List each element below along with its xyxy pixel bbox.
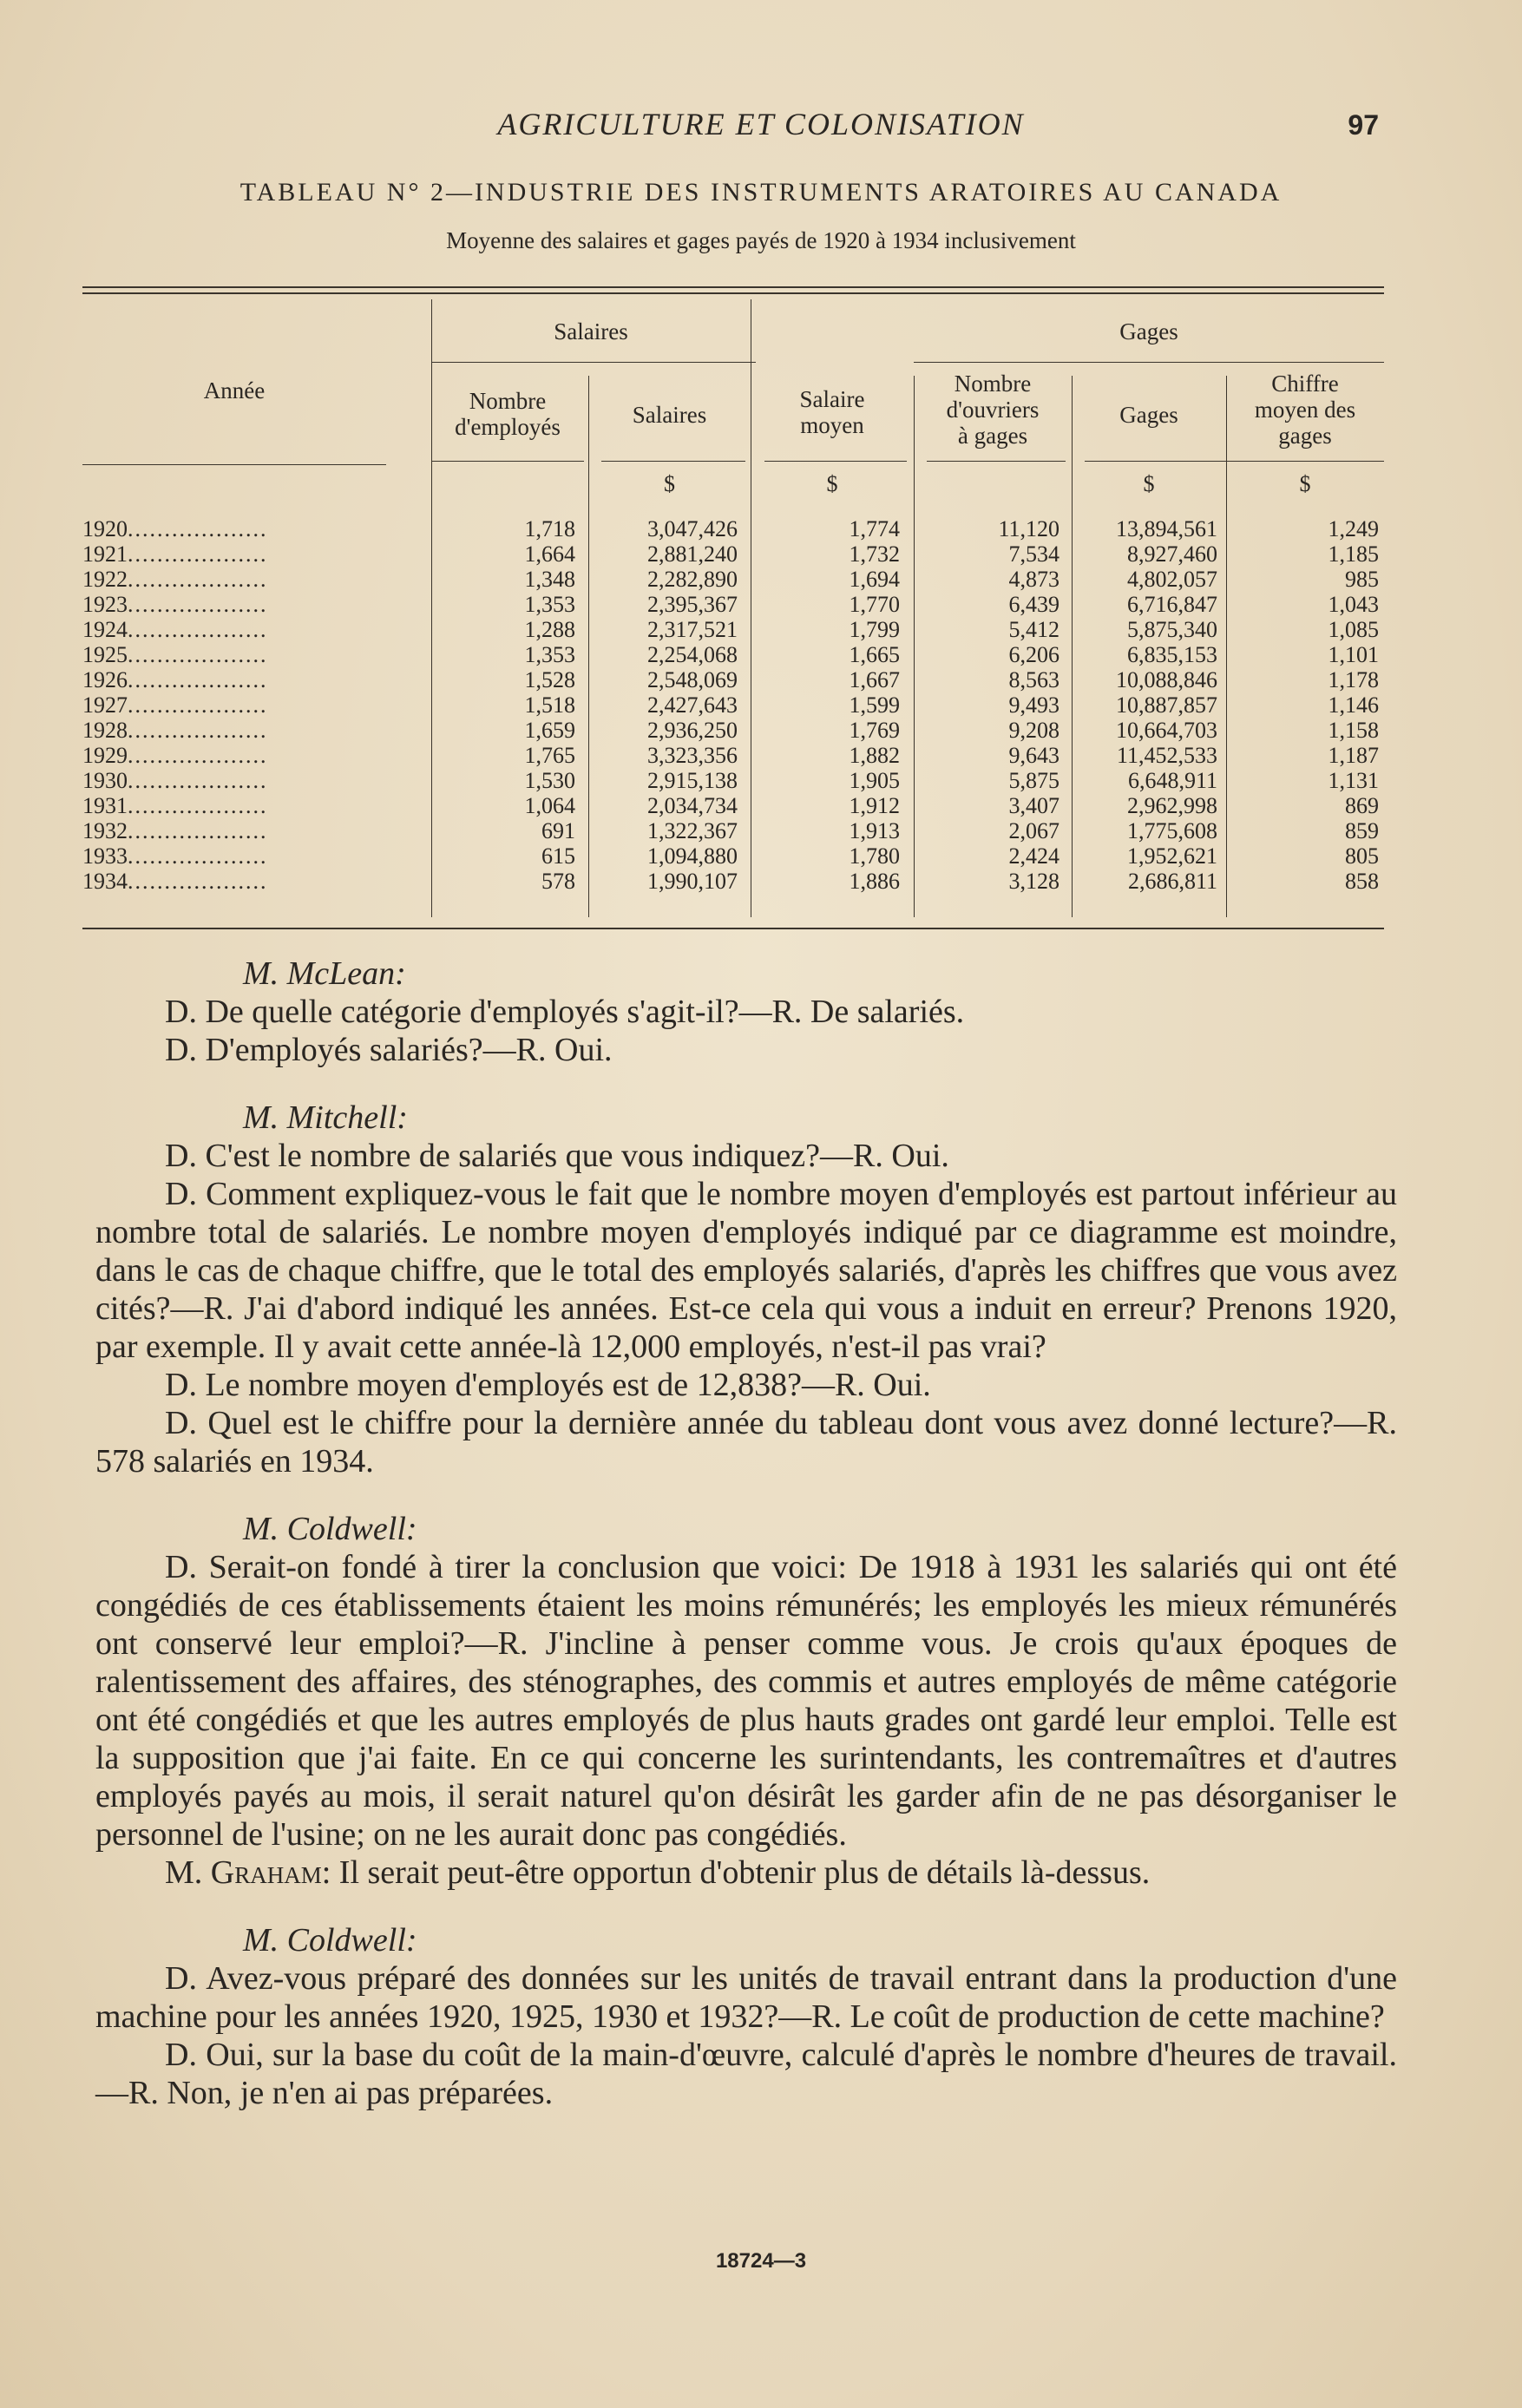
table-row-year: [82, 692, 425, 718]
table-cell-chiffre-moyen: 1,146: [1328, 692, 1379, 718]
table-cell-salaire-moyen: 1,599: [849, 692, 900, 718]
year-label: 1922: [82, 567, 128, 592]
year-label: 1920: [82, 516, 128, 541]
table-cell-chiffre-moyen: 1,043: [1328, 592, 1379, 617]
table-row-year: [82, 743, 425, 768]
table-row-year: [82, 592, 425, 617]
unit-symbol: $: [826, 471, 838, 496]
header-rule: [601, 461, 745, 462]
year-label: 1928: [82, 718, 128, 743]
column-annee: [82, 516, 425, 894]
leader-dots: ...................: [128, 768, 268, 793]
year-label: 1921: [82, 541, 128, 567]
table-cell-nombre-ouvriers: 4,873: [1008, 567, 1059, 592]
paragraph: D. C'est le nombre de salariés que vous indiquez?—R. Oui.: [165, 1138, 949, 1174]
paragraph: [95, 1854, 1397, 1892]
table-cell-gages: 6,835,153: [1127, 642, 1217, 667]
table-cell-nombre-employes: 1,528: [524, 667, 575, 692]
year-label: 1934: [82, 869, 128, 894]
year-label: 1930: [82, 768, 128, 793]
table-cell-nombre-employes: 1,348: [524, 567, 575, 592]
header-nombre-employes: [431, 388, 584, 440]
table-cell-salaire-moyen: 1,732: [849, 541, 900, 567]
table-cell-chiffre-moyen: 985: [1345, 567, 1379, 592]
paragraph: D. De quelle catégorie d'employés s'agit-il?—R. De salariés.: [165, 994, 965, 1030]
unit-symbol: $: [1299, 471, 1311, 496]
table-row-year: [82, 667, 425, 692]
table-cell-salaires: 2,395,367: [647, 592, 738, 617]
table-row-year: [82, 567, 425, 592]
year-label: 1925: [82, 642, 128, 667]
table-cell-chiffre-moyen: 1,158: [1328, 718, 1379, 743]
table-cell-salaires: 2,936,250: [647, 718, 738, 743]
header-rule: [1085, 461, 1234, 462]
header-line: à gages: [957, 423, 1028, 449]
column-chiffre-moyen: [1226, 516, 1379, 894]
table-cell-gages: 10,664,703: [1116, 718, 1217, 743]
table-cell-nombre-employes: 1,664: [524, 541, 575, 567]
table-row-year: [82, 718, 425, 743]
table-cell-gages: 10,887,857: [1116, 692, 1217, 718]
running-head: [0, 106, 1522, 148]
table-cell-gages: 6,716,847: [1127, 592, 1217, 617]
header-line: Chiffre: [1271, 371, 1339, 397]
year-label: 1927: [82, 692, 128, 718]
table-cell-salaire-moyen: 1,770: [849, 592, 900, 617]
table-cell-gages: 13,894,561: [1116, 516, 1217, 541]
leader-dots: ...................: [128, 793, 268, 818]
paragraph-text: : Il serait peut-être opportun d'obtenir plus de détails là-dessus.: [321, 1854, 1151, 1891]
table-cell-chiffre-moyen: 1,178: [1328, 667, 1379, 692]
table-row-year: [82, 617, 425, 642]
header-salaire-moyen: [751, 386, 914, 438]
table-row-year: [82, 768, 425, 793]
table-cell-nombre-employes: 1,530: [524, 768, 575, 793]
leader-dots: ...................: [128, 541, 268, 567]
table-cell-nombre-employes: 1,353: [524, 642, 575, 667]
speaker-label: M. Coldwell:: [243, 1511, 417, 1547]
leader-dots: ...................: [128, 667, 268, 692]
column-salaire-moyen: [751, 516, 900, 894]
table-cell-chiffre-moyen: 859: [1345, 818, 1379, 843]
speaker-label: M. Coldwell:: [243, 1922, 417, 1959]
paragraph: D. Le nombre moyen d'employés est de 12,838?—R. Oui.: [165, 1367, 931, 1403]
table-cell-nombre-ouvriers: 6,206: [1008, 642, 1059, 667]
table-cell-gages: 5,875,340: [1127, 617, 1217, 642]
header-rule: [1230, 461, 1384, 462]
table-cell-nombre-employes: 1,288: [524, 617, 575, 642]
table-cell-nombre-ouvriers: 8,563: [1008, 667, 1059, 692]
leader-dots: ...................: [128, 818, 268, 843]
table-cell-nombre-ouvriers: 9,208: [1008, 718, 1059, 743]
table-cell-salaires: 2,254,068: [647, 642, 738, 667]
table-cell-salaires: 2,915,138: [647, 768, 738, 793]
table-cell-salaire-moyen: 1,665: [849, 642, 900, 667]
leader-dots: ...................: [128, 692, 268, 718]
table-cell-gages: 11,452,533: [1116, 743, 1217, 768]
paragraph: D. D'employés salariés?—R. Oui.: [165, 1032, 613, 1068]
column-nombre-ouvriers: [914, 516, 1059, 894]
table-top-rule: [82, 286, 1384, 288]
table-cell-gages: 6,648,911: [1127, 768, 1217, 793]
column-gages: [1072, 516, 1217, 894]
table-row-year: [82, 793, 425, 818]
table-cell-salaire-moyen: 1,769: [849, 718, 900, 743]
table-cell-nombre-employes: 1,518: [524, 692, 575, 718]
table-cell-salaires: 2,881,240: [647, 541, 738, 567]
header-gages: Gages: [1119, 402, 1178, 428]
table-cell-salaire-moyen: 1,774: [849, 516, 900, 541]
table-row-year: [82, 843, 425, 869]
table-cell-salaire-moyen: 1,882: [849, 743, 900, 768]
table-cell-gages: 2,686,811: [1127, 869, 1217, 894]
table-cell-nombre-ouvriers: 3,128: [1008, 869, 1059, 894]
wages-table: [82, 282, 1384, 933]
year-label: 1933: [82, 843, 128, 869]
table-cell-salaire-moyen: 1,799: [849, 617, 900, 642]
table-cell-chiffre-moyen: 869: [1345, 793, 1379, 818]
speaker-label: M. McLean:: [243, 955, 406, 992]
year-label: 1929: [82, 743, 128, 768]
table-cell-salaires: 1,990,107: [647, 869, 738, 894]
table-cell-gages: 1,952,621: [1127, 843, 1217, 869]
table-cell-salaires: 2,034,734: [647, 793, 738, 818]
header-rule: [431, 461, 584, 462]
table-cell-nombre-ouvriers: 2,424: [1008, 843, 1059, 869]
header-line: Nombre: [469, 388, 547, 414]
table-cell-salaires: 3,047,426: [647, 516, 738, 541]
table-cell-nombre-employes: 1,659: [524, 718, 575, 743]
table-cell-chiffre-moyen: 1,085: [1328, 617, 1379, 642]
table-cell-nombre-employes: 1,353: [524, 592, 575, 617]
table-cell-chiffre-moyen: 805: [1345, 843, 1379, 869]
table-cell-salaire-moyen: 1,905: [849, 768, 900, 793]
table-row-year: [82, 541, 425, 567]
page-number: 97: [1348, 109, 1379, 141]
running-title: AGRICULTURE ET COLONISATION: [497, 107, 1025, 141]
table-title: TABLEAU N° 2—INDUSTRIE DES INSTRUMENTS ARATOIRES AU CANADA: [239, 178, 1283, 207]
table-cell-salaire-moyen: 1,694: [849, 567, 900, 592]
table-cell-salaire-moyen: 1,667: [849, 667, 900, 692]
table-subtitle: Moyenne des salaires et gages payés de 1920 à 1934 inclusivement: [446, 227, 1076, 253]
leader-dots: ...................: [128, 743, 268, 768]
table-cell-nombre-ouvriers: 7,534: [1008, 541, 1059, 567]
header-line: gages: [1278, 423, 1332, 449]
unit-symbol: $: [664, 471, 675, 496]
table-cell-nombre-employes: 578: [541, 869, 575, 894]
table-row-year: [82, 642, 425, 667]
leader-dots: ...................: [128, 869, 268, 894]
leader-dots: ...................: [128, 592, 268, 617]
year-label: 1931: [82, 793, 128, 818]
year-label: 1923: [82, 592, 128, 617]
paragraph: D. Avez-vous préparé des données sur les unités de travail entrant dans la production d'une machine pour les années 1920, 1925, 1930 et 1932?—R. Le coût de production de cette machine?: [95, 1960, 1397, 2035]
table-cell-nombre-ouvriers: 11,120: [998, 516, 1059, 541]
group-header-gages: Gages: [1119, 318, 1178, 344]
table-row-year: [82, 818, 425, 843]
table-cell-nombre-ouvriers: 5,875: [1008, 768, 1059, 793]
paragraph: D. Oui, sur la base du coût de la main-d'œuvre, calculé d'après le nombre d'heures de travail.—R. Non, je n'en ai pas préparées.: [95, 2037, 1397, 2111]
year-label: 1924: [82, 617, 128, 642]
leader-dots: ...................: [128, 516, 268, 541]
table-cell-nombre-employes: 1,765: [524, 743, 575, 768]
leader-dots: ...................: [128, 567, 268, 592]
table-cell-gages: 8,927,460: [1127, 541, 1217, 567]
unit-symbol: $: [1143, 471, 1155, 496]
group-header-salaires: Salaires: [554, 318, 628, 344]
table-bottom-rule: [82, 928, 1384, 929]
header-chiffre-moyen: [1226, 371, 1384, 449]
paragraph: D. Comment expliquez-vous le fait que le nombre moyen d'employés est partout inférieur au nombre total de salariés. Le nombre moyen d'employés indiqué par ce diagramme est moindre, dans le cas de chaque chiffre, que le total des employés salariés, d'après les chiffres que vous avez cités?—R. J'ai d'abord indiqué les années. Est-ce cela qui vous a induit en erreur? Prenons 1920, par exemple. Il y avait cette année-là 12,000 employés, n'est-il pas vrai?: [95, 1176, 1397, 1365]
header-line: moyen des: [1254, 397, 1356, 423]
table-cell-salaires: 3,323,356: [647, 743, 738, 768]
table-cell-nombre-employes: 1,718: [524, 516, 575, 541]
table-cell-salaire-moyen: 1,780: [849, 843, 900, 869]
table-cell-salaires: 2,548,069: [647, 667, 738, 692]
table-cell-nombre-ouvriers: 9,493: [1008, 692, 1059, 718]
header-salaires: Salaires: [632, 402, 707, 428]
header-rule: [764, 461, 907, 462]
table-cell-salaire-moyen: 1,912: [849, 793, 900, 818]
table-cell-nombre-ouvriers: 5,412: [1008, 617, 1059, 642]
header-line: d'employés: [455, 414, 561, 440]
header-line: moyen: [800, 412, 864, 438]
table-cell-nombre-employes: 1,064: [524, 793, 575, 818]
header-line: d'ouvriers: [946, 397, 1040, 423]
paragraph: D. Serait-on fondé à tirer la conclusion que voici: De 1918 à 1931 les salariés qui ont été congédiés de ces établissements étaient les moins rémunérés; les employés les mieux rémunérés ont conservé leur emploi?—R. J'incline à penser comme vous. Je crois qu'aux époques de ralentissement des affaires, des sténographes, des commis et autres employés de même catégorie ont été congédiés et que les autres employés de plus hauts grades ont gardé leur emploi. Telle est la supposition que j'ai faite. En ce qui concerne les surintendants, les contremaîtres et d'autres employés payés au mois, il serait naturel qu'on désirât les garder afin de ne pas désorganiser le personnel de l'usine; on ne les aurait donc pas congédiés.: [95, 1549, 1397, 1853]
table-cell-chiffre-moyen: 1,131: [1328, 768, 1379, 793]
table-cell-chiffre-moyen: 1,185: [1328, 541, 1379, 567]
header-line: Nombre: [954, 371, 1032, 397]
speaker-label: M. Mitchell:: [243, 1099, 408, 1136]
table-cell-gages: 2,962,998: [1127, 793, 1217, 818]
leader-dots: ...................: [128, 718, 268, 743]
table-cell-nombre-employes: 615: [541, 843, 575, 869]
group-rule: [588, 362, 756, 363]
table-top-rule-2: [82, 292, 1384, 294]
header-rule: [927, 461, 1066, 462]
footer-code: 18724—3: [715, 2249, 807, 2273]
leader-dots: ...................: [128, 843, 268, 869]
table-cell-chiffre-moyen: 1,249: [1328, 516, 1379, 541]
table-cell-chiffre-moyen: 858: [1345, 869, 1379, 894]
group-rule: [914, 362, 1384, 363]
table-cell-salaire-moyen: 1,886: [849, 869, 900, 894]
table-cell-nombre-ouvriers: 3,407: [1008, 793, 1059, 818]
year-label: 1932: [82, 818, 128, 843]
table-cell-nombre-employes: 691: [541, 818, 575, 843]
table-cell-chiffre-moyen: 1,187: [1328, 743, 1379, 768]
header-nombre-ouvriers: [914, 371, 1072, 449]
leader-dots: ...................: [128, 642, 268, 667]
table-cell-salaires: 2,282,890: [647, 567, 738, 592]
table-cell-nombre-ouvriers: 2,067: [1008, 818, 1059, 843]
header-annee: Année: [203, 377, 266, 404]
speaker-name: M. Graham: [165, 1854, 322, 1891]
header-rule: [82, 464, 386, 465]
leader-dots: ...................: [128, 617, 268, 642]
table-cell-salaires: 1,322,367: [647, 818, 738, 843]
table-cell-nombre-ouvriers: 6,439: [1008, 592, 1059, 617]
table-cell-nombre-ouvriers: 9,643: [1008, 743, 1059, 768]
body-text: [95, 955, 1397, 2112]
table-cell-gages: 1,775,608: [1127, 818, 1217, 843]
column-salaires: [588, 516, 738, 894]
table-cell-chiffre-moyen: 1,101: [1328, 642, 1379, 667]
year-label: 1926: [82, 667, 128, 692]
header-line: Salaire: [799, 386, 865, 412]
table-cell-salaires: 1,094,880: [647, 843, 738, 869]
table-cell-gages: 10,088,846: [1116, 667, 1217, 692]
table-cell-salaires: 2,427,643: [647, 692, 738, 718]
table-row-year: [82, 869, 425, 894]
table-cell-salaire-moyen: 1,913: [849, 818, 900, 843]
table-cell-gages: 4,802,057: [1127, 567, 1217, 592]
table-row-year: [82, 516, 425, 541]
paragraph: D. Quel est le chiffre pour la dernière année du tableau dont vous avez donné lecture?—R. 578 salariés en 1934.: [95, 1405, 1397, 1480]
column-nombre-employes: [431, 516, 575, 894]
table-cell-salaires: 2,317,521: [647, 617, 738, 642]
